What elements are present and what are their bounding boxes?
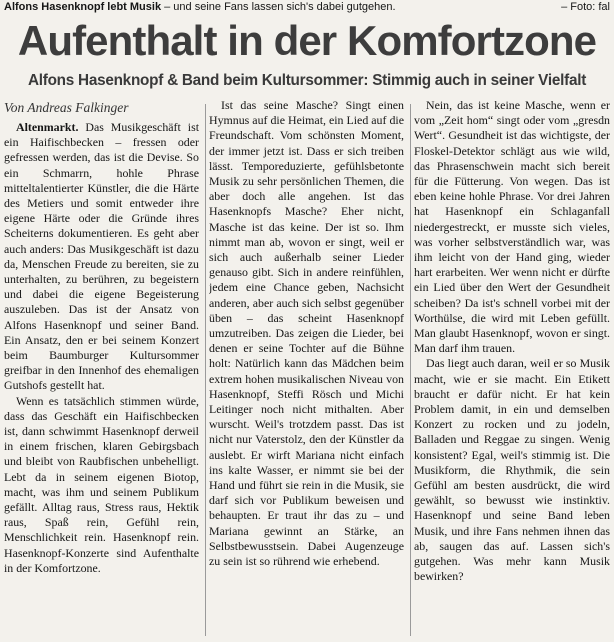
- subheadline: Alfons Hasenknopf & Band beim Kultursommer: Stimmig auch in seiner Vielfalt: [27, 72, 587, 89]
- article-paragraph: Das liegt auch daran, weil er so Musik macht, wie er sie macht. Ein Etikett braucht er dafür nicht. Er hat kein Problem damit, in ein und demselben Konzert zu rocken und zu jodeln, Balladen und Reggae zu singen. Wenig konsistent? Egal, weil's stimmig ist. Die Musikform, die Rhythmik, die sein Gefühl am besten ausdrückt, die wird gewählt, so bewusst wie instinktiv. Hasenknopf und seine Band leben Musik, und ihre Fans nehmen ihnen das ab, saugen das auf. Lassen sich's gutgehen. Was mehr kann Musik bewirken?: [414, 356, 610, 584]
- article-column-1: [4, 98, 199, 638]
- article-paragraph: Nein, das ist keine Masche, wenn er vom „Zeit hom“ singt oder vom „gresdn Wert“. Gesundheit ist das wichtigste, der Floskel-Detektor schlägt aus wie wild, das Phrasenschwein macht sich bereit für die Fütterung. Von wegen. Das ist eben keine hohle Phrase. Vor drei Jahren hat Hasenknopf ein Schlaganfall niedergestreckt, er musste sich vieles, was vorher selbstverständlich war, was ihm leicht von der Hand ging, wieder hart erarbeiten. Wer wenn nicht er dürfte ein Lied über den Wert der Gesundheit scheiben? Da ist's schnell vorbei mit der Worthülse, die wird mit Leben gefüllt. Man glaubt Hasenknopf, wovon er singt. Man darf ihm trauen.: [414, 98, 610, 356]
- photo-credit: – Foto: fal: [561, 1, 610, 13]
- dateline: Altenmarkt.: [16, 120, 79, 134]
- article-column-3: [414, 98, 610, 638]
- article-paragraph: [4, 120, 199, 394]
- article-column-2: [209, 98, 404, 638]
- author-byline: Von Andreas Falkinger: [4, 100, 129, 115]
- photo-caption: [4, 0, 610, 16]
- caption-text: – und seine Fans lassen sich's dabei gutgehen.: [161, 1, 396, 13]
- article-paragraph: Wenn es tatsächlich stimmen würde, dass das Geschäft ein Haifischbecken ist, dann schwimmt Hasenknopf derweil in einem frischen, klaren Gebirgsbach und bleibt von Raubfischen unbehelligt. Lebt da in seinem eigenen Biotop, macht, was ihm und seinem Publikum gefällt. Alltag raus, Stress raus, Hektik raus, Spaß rein, Gefühl rein, Menschlichkeit rein. Hasenknopf rein. Hasenknopf-Konzerte sind Aufenthalte in der Komfortzone.: [4, 393, 199, 575]
- column-rule: [410, 104, 411, 636]
- column-rule: [205, 104, 206, 636]
- caption-lead: Alfons Hasenknopf lebt Musik: [4, 1, 162, 13]
- article-paragraph: Ist das seine Masche? Singt einen Hymnus auf die Heimat, ein Lied auf die Freundschaft. Vom schönsten Moment, der immer jetzt ist. Dass er sich treiben lässt. Temporeduzierte, gefühlsbetonte Musik zu sehr persönlichen Themen, die aber doch alle angehen. Ist das Hasenknopfs Masche? Eher nicht, Masche ist das keine. Der ist so. Ihm nimmt man ab, wovon er singt, weil er sich auch außerhalb seiner Lieder genauso gibt. Sich in andere reinfühlen, jedem eine Chance geben, Nachsicht anderen, aber auch sich selbst gegenüber üben – das scheint Hasenknopf umzutreiben. Das zeigen die Lieder, bei denen er seine Tochter auf die Bühne holt: Natürlich kann das Mädchen beim extrem hohen musikalischen Niveau von Hasenknopf, Steffi Rösch und Michi Leitinger noch nicht mithalten. Aber wurscht. Weil's trotzdem passt. Das ist nicht nur Vaterstolz, den der Künstler da auslebt. Er wirft Mariana nicht einfach ins kalte Wasser, er nimmt sie bei der Hand und führt sie rein in die Musik, sie darf sich vor Publikum beweisen und behaupten. Er traut ihr das zu – und Mariana gewinnt an Stärke, an Selbstbewusstsein. Dabei Augenzeuge zu sein ist so rührend wie erhebend.: [209, 98, 404, 569]
- headline: Aufenthalt in der Komfortzone: [17, 17, 597, 64]
- paragraph-text: Das Musikgeschäft ist ein Haifischbecken – fressen oder gefressen werden, das ist die Devise. So ein Schmarrn, hohle Phrase mitteltalentierter Künstler, die die Härte des Metiers und somit entweder ihre eigene Härte oder die Gründe ihres Scheiterns dokumentieren. Es geht aber auch anders: Das Musikgeschäft ist dazu da, Menschen Freude zu bereiten, sie zu unterhalten, zu berühren, zu begeistern und dabei die eigene Begeisterung auszuleben. Das ist der Ansatz von Alfons Hasenknopf und seiner Band. Ein Ansatz, den er bei seinem Konzert beim Baumburger Kultursommer greifbar in den Innenhof des ehemaligen Gutshofs gestellt hat.: [4, 120, 199, 393]
